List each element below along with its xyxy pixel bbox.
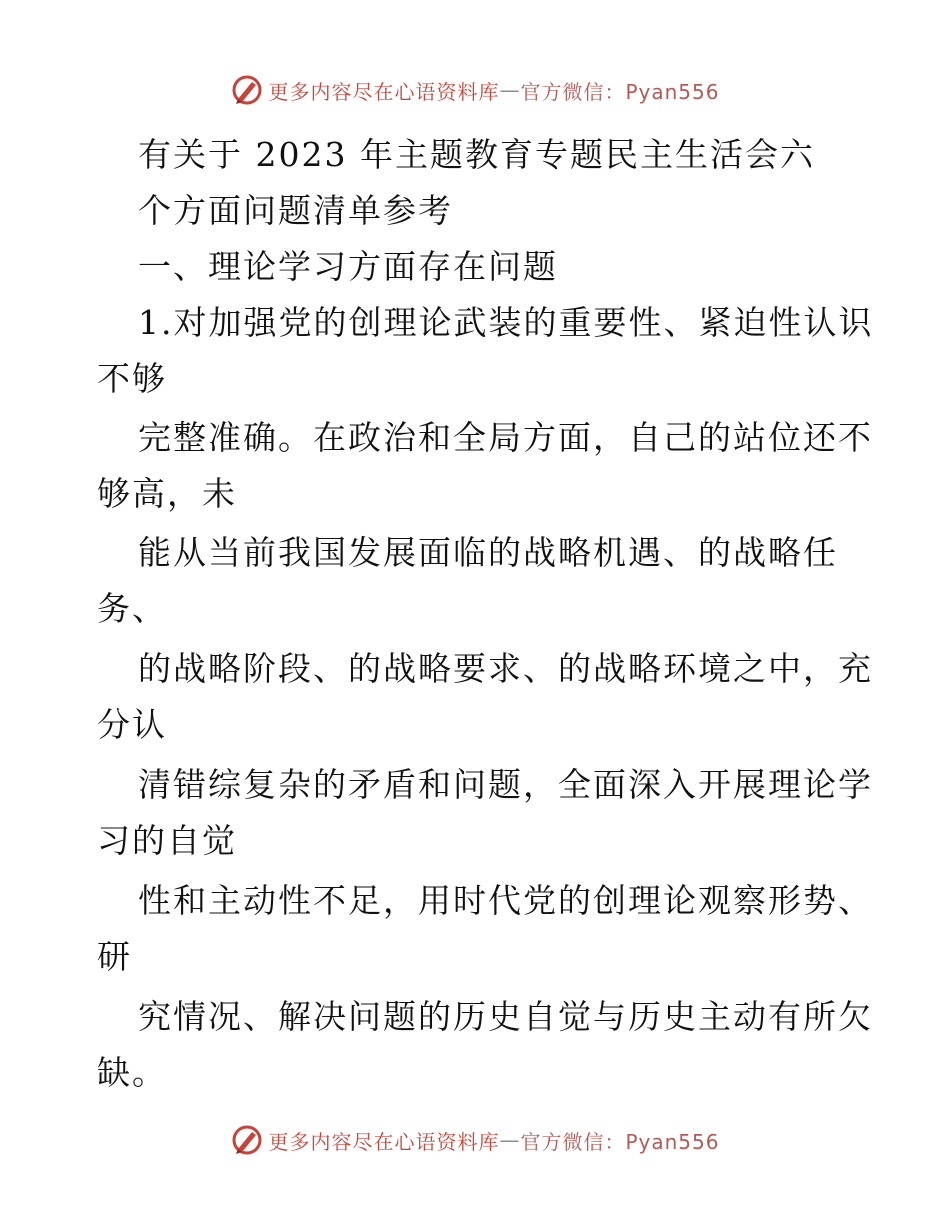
paragraph-line: 够高，未	[97, 474, 237, 513]
paragraph-line: 研	[97, 937, 132, 976]
banner-separator: —	[499, 1128, 521, 1152]
section-heading: 一、理论学习方面存在问题	[138, 247, 558, 286]
paragraph-line: 究情况、解决问题的历史自觉与历史主动有所欠	[138, 997, 873, 1036]
banner-brand-text: 更多内容尽在心语资料库	[268, 1129, 500, 1154]
paragraph-line: 缺。	[97, 1053, 167, 1092]
paragraph-line: 分认	[97, 705, 167, 744]
paragraph-line: 务、	[97, 589, 167, 628]
paragraph-line: 不够	[97, 359, 167, 398]
footer-watermark-banner	[0, 1118, 950, 1162]
banner-brand-text: 更多内容尽在心语资料库	[268, 79, 500, 104]
paragraph-line: 习的自觉	[97, 821, 237, 860]
banner-wechat-text: 官方微信：Pyan556	[520, 79, 720, 104]
pen-logo-icon	[230, 73, 264, 107]
document-title-line-1: 有关于 2023 年主题教育专题民主生活会六	[138, 135, 815, 174]
document-title-line-2: 个方面问题清单参考	[138, 191, 453, 230]
paragraph-line: 能从当前我国发展面临的战略机遇、的战略任	[138, 533, 838, 572]
header-watermark-banner	[0, 68, 950, 112]
pen-logo-icon	[230, 1123, 264, 1157]
banner-wechat-text: 官方微信：Pyan556	[520, 1129, 720, 1154]
banner-separator: —	[499, 78, 521, 102]
paragraph-line: 1.对加强党的创理论武装的重要性、紧迫性认识	[138, 303, 874, 342]
paragraph-line: 性和主动性不足，用时代党的创理论观察形势、	[138, 881, 873, 920]
paragraph-line: 清错综复杂的矛盾和问题，全面深入开展理论学	[138, 765, 873, 804]
paragraph-line: 完整准确。在政治和全局方面，自己的站位还不	[138, 418, 873, 457]
paragraph-line: 的战略阶段、的战略要求、的战略环境之中，充	[138, 649, 873, 688]
